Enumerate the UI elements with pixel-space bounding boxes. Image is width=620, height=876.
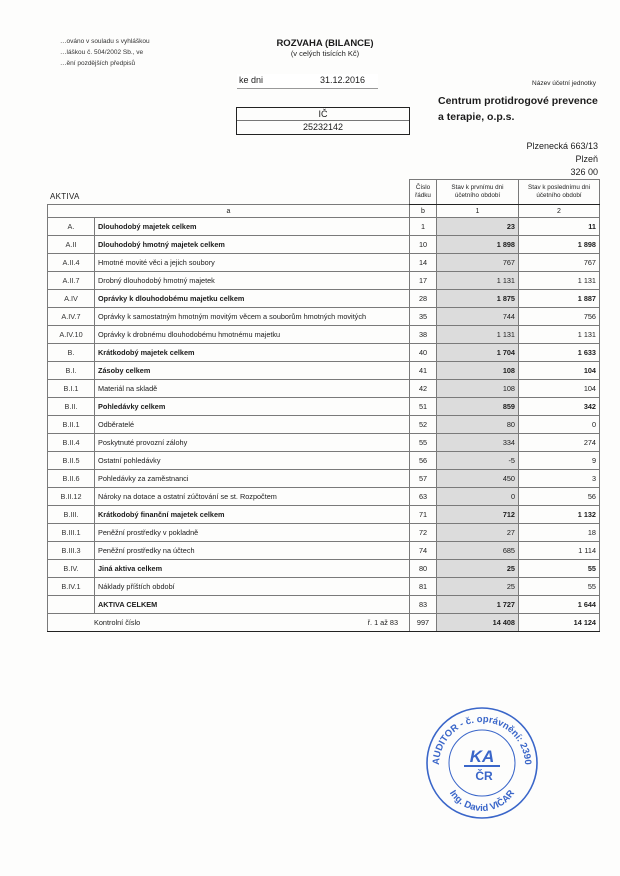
row-label: Peněžní prostředky na účtech: [95, 542, 410, 560]
section-label: AKTIVA: [50, 192, 80, 201]
row-code: B.IV.1: [48, 578, 95, 596]
table-header-row: [48, 180, 600, 205]
row-value-first: 80: [437, 416, 519, 434]
table-row: [48, 560, 600, 578]
control-value-first: 14 408: [437, 614, 519, 632]
table-row: [48, 380, 600, 398]
row-code: B.II.6: [48, 470, 95, 488]
row-value-first: 108: [437, 380, 519, 398]
row-label: Zásoby celkem: [95, 362, 410, 380]
row-value-last: 274: [519, 434, 600, 452]
firm-address: [480, 140, 598, 179]
row-value-last: 1 887: [519, 290, 600, 308]
table-row: [48, 254, 600, 272]
firm-name-line: Centrum protidrogové prevence: [438, 95, 598, 107]
header-blank: [48, 180, 95, 205]
row-label: Peněžní prostředky v pokladně: [95, 524, 410, 542]
row-code: A.IV.7: [48, 308, 95, 326]
header-blank: [95, 180, 410, 205]
row-value-first: 1 131: [437, 326, 519, 344]
auditor-stamp: [424, 705, 539, 825]
row-label: Ostatní pohledávky: [95, 452, 410, 470]
table-row: [48, 290, 600, 308]
table-row: [48, 596, 600, 614]
legal-note-line: …láškou č. 504/2002 Sb., ve: [60, 49, 144, 56]
row-label: Poskytnuté provozní zálohy: [95, 434, 410, 452]
firm-name: [438, 93, 598, 125]
row-value-last: 55: [519, 578, 600, 596]
row-code: B.II.5: [48, 452, 95, 470]
table-row: [48, 398, 600, 416]
row-number: 55: [410, 434, 437, 452]
row-code: A.: [48, 218, 95, 236]
control-row-number: 997: [410, 614, 437, 632]
table-row: [48, 470, 600, 488]
row-value-first: 0: [437, 488, 519, 506]
row-value-last: 342: [519, 398, 600, 416]
subheader-b: b: [410, 205, 437, 218]
row-label: Oprávky k samostatným hmotným movitým věcem a souborům hmotných movitých: [95, 308, 410, 326]
row-value-last: 18: [519, 524, 600, 542]
row-value-last: 9: [519, 452, 600, 470]
row-label: Pohledávky za zaměstnanci: [95, 470, 410, 488]
control-range: ř. 1 až 83: [367, 618, 398, 627]
row-label: Krátkodobý finanční majetek celkem: [95, 506, 410, 524]
ic-label: IČ: [237, 108, 409, 121]
row-label: Odběratelé: [95, 416, 410, 434]
row-value-last: 1 131: [519, 326, 600, 344]
row-value-first: 334: [437, 434, 519, 452]
row-code: B.IV.: [48, 560, 95, 578]
row-number: 71: [410, 506, 437, 524]
row-number: 57: [410, 470, 437, 488]
table-row: [48, 542, 600, 560]
row-value-last: 1 898: [519, 236, 600, 254]
row-number: 17: [410, 272, 437, 290]
row-code: B.II.4: [48, 434, 95, 452]
row-number: 28: [410, 290, 437, 308]
row-value-first: 1 875: [437, 290, 519, 308]
header-col2: Stav k poslednímu dni účetního období: [519, 180, 600, 205]
row-code: B.III.3: [48, 542, 95, 560]
header-col1: Stav k prvnímu dni účetního období: [437, 180, 519, 205]
row-value-last: 56: [519, 488, 600, 506]
table-row: [48, 434, 600, 452]
control-value-last: 14 124: [519, 614, 600, 632]
row-value-first: 1 704: [437, 344, 519, 362]
row-value-last: 767: [519, 254, 600, 272]
table-row: [48, 452, 600, 470]
row-label: Drobný dlouhodobý hmotný majetek: [95, 272, 410, 290]
table-row: [48, 416, 600, 434]
row-code: B.I.1: [48, 380, 95, 398]
row-value-first: 1 131: [437, 272, 519, 290]
subheader-1: 1: [437, 205, 519, 218]
ic-box: [236, 107, 410, 135]
table-row: [48, 272, 600, 290]
row-label: Oprávky k dlouhodobému majetku celkem: [95, 290, 410, 308]
stamp-logo-bottom: ČR: [475, 769, 493, 783]
row-label: AKTIVA CELKEM: [95, 596, 410, 614]
row-label: Dlouhodobý majetek celkem: [95, 218, 410, 236]
row-label: Oprávky k drobnému dlouhodobému hmotnému majetku: [95, 326, 410, 344]
row-number: 63: [410, 488, 437, 506]
row-value-last: 104: [519, 380, 600, 398]
balance-table: [47, 179, 600, 632]
row-number: 51: [410, 398, 437, 416]
table-row: [48, 326, 600, 344]
table-row: [48, 524, 600, 542]
row-label: Náklady příštích období: [95, 578, 410, 596]
row-number: 83: [410, 596, 437, 614]
row-code: A.II.7: [48, 272, 95, 290]
row-value-first: 685: [437, 542, 519, 560]
table-row: [48, 236, 600, 254]
row-value-first: 1 898: [437, 236, 519, 254]
table-subheader-row: [48, 205, 600, 218]
row-value-last: 1 644: [519, 596, 600, 614]
control-label-cell: [48, 614, 410, 632]
row-value-first: 450: [437, 470, 519, 488]
row-code: A.II: [48, 236, 95, 254]
row-code: A.IV: [48, 290, 95, 308]
row-value-last: 104: [519, 362, 600, 380]
row-number: 14: [410, 254, 437, 272]
stamp-logo-top: KA: [469, 747, 495, 766]
date-label: ke dni: [239, 75, 264, 85]
row-code: [48, 596, 95, 614]
firm-label: Název účetní jednotky: [532, 80, 596, 87]
subtitle: (v celých tisících Kč): [290, 49, 360, 58]
table-row: [48, 506, 600, 524]
row-number: 10: [410, 236, 437, 254]
row-value-first: 108: [437, 362, 519, 380]
row-value-first: 23: [437, 218, 519, 236]
row-value-first: 25: [437, 578, 519, 596]
row-value-last: 1 131: [519, 272, 600, 290]
row-code: A.II.4: [48, 254, 95, 272]
row-label: Krátkodobý majetek celkem: [95, 344, 410, 362]
row-value-last: 11: [519, 218, 600, 236]
row-number: 74: [410, 542, 437, 560]
row-number: 41: [410, 362, 437, 380]
row-label: Dlouhodobý hmotný majetek celkem: [95, 236, 410, 254]
row-value-last: 55: [519, 560, 600, 578]
row-code: B.II.: [48, 398, 95, 416]
row-code: A.IV.10: [48, 326, 95, 344]
row-code: B.I.: [48, 362, 95, 380]
title: ROZVAHA (BILANCE): [276, 38, 374, 49]
table-row: [48, 218, 600, 236]
row-value-first: 712: [437, 506, 519, 524]
stamp-top-text: AUDITOR - č. oprávnění: 2390: [430, 713, 534, 766]
stamp-bottom-text: Ing. David VIČAR: [447, 788, 518, 815]
address-street: Plzenecká 663/13: [526, 141, 598, 151]
row-value-last: 1 633: [519, 344, 600, 362]
row-label: Jiná aktiva celkem: [95, 560, 410, 578]
row-code: B.III.1: [48, 524, 95, 542]
row-number: 42: [410, 380, 437, 398]
row-value-first: 25: [437, 560, 519, 578]
row-value-first: 744: [437, 308, 519, 326]
date-field: [237, 74, 378, 89]
row-value-first: 1 727: [437, 596, 519, 614]
row-number: 72: [410, 524, 437, 542]
row-number: 52: [410, 416, 437, 434]
row-number: 35: [410, 308, 437, 326]
address-city: Plzeň: [575, 154, 598, 164]
legal-note: [60, 36, 150, 69]
row-label: Hmotné movité věci a jejich soubory: [95, 254, 410, 272]
date-value: 31.12.2016: [320, 75, 366, 85]
row-number: 81: [410, 578, 437, 596]
ic-value: 25232142: [302, 122, 344, 132]
control-row: [48, 614, 600, 632]
row-number: 56: [410, 452, 437, 470]
table-row: [48, 578, 600, 596]
row-number: 80: [410, 560, 437, 578]
header-row-number: Číslo řádku: [410, 180, 437, 205]
row-value-last: 756: [519, 308, 600, 326]
subheader-a: a: [48, 205, 410, 218]
row-code: B.III.: [48, 506, 95, 524]
row-label: Nároky na dotace a ostatní zúčtování se st. Rozpočtem: [95, 488, 410, 506]
row-label: Pohledávky celkem: [95, 398, 410, 416]
row-value-first: 27: [437, 524, 519, 542]
row-value-last: 3: [519, 470, 600, 488]
legal-note-line: …ováno v souladu s vyhláškou: [60, 38, 150, 45]
address-zip: 326 00: [570, 167, 598, 177]
row-code: B.II.12: [48, 488, 95, 506]
firm-name-line: a terapie, o.p.s.: [438, 111, 515, 123]
table-row: [48, 362, 600, 380]
document-title: [240, 38, 410, 58]
control-label: Kontrolní číslo: [94, 618, 141, 627]
table-row: [48, 308, 600, 326]
row-value-first: 859: [437, 398, 519, 416]
table-row: [48, 344, 600, 362]
row-code: B.II.1: [48, 416, 95, 434]
subheader-2: 2: [519, 205, 600, 218]
legal-note-line: …ění pozdějších předpisů: [60, 60, 136, 67]
row-number: 1: [410, 218, 437, 236]
row-label: Materiál na skladě: [95, 380, 410, 398]
row-number: 38: [410, 326, 437, 344]
stamp-graphic: [424, 705, 539, 820]
row-code: B.: [48, 344, 95, 362]
row-value-first: -5: [437, 452, 519, 470]
table-row: [48, 488, 600, 506]
row-value-last: 0: [519, 416, 600, 434]
row-value-last: 1 114: [519, 542, 600, 560]
row-value-last: 1 132: [519, 506, 600, 524]
row-value-first: 767: [437, 254, 519, 272]
row-number: 40: [410, 344, 437, 362]
